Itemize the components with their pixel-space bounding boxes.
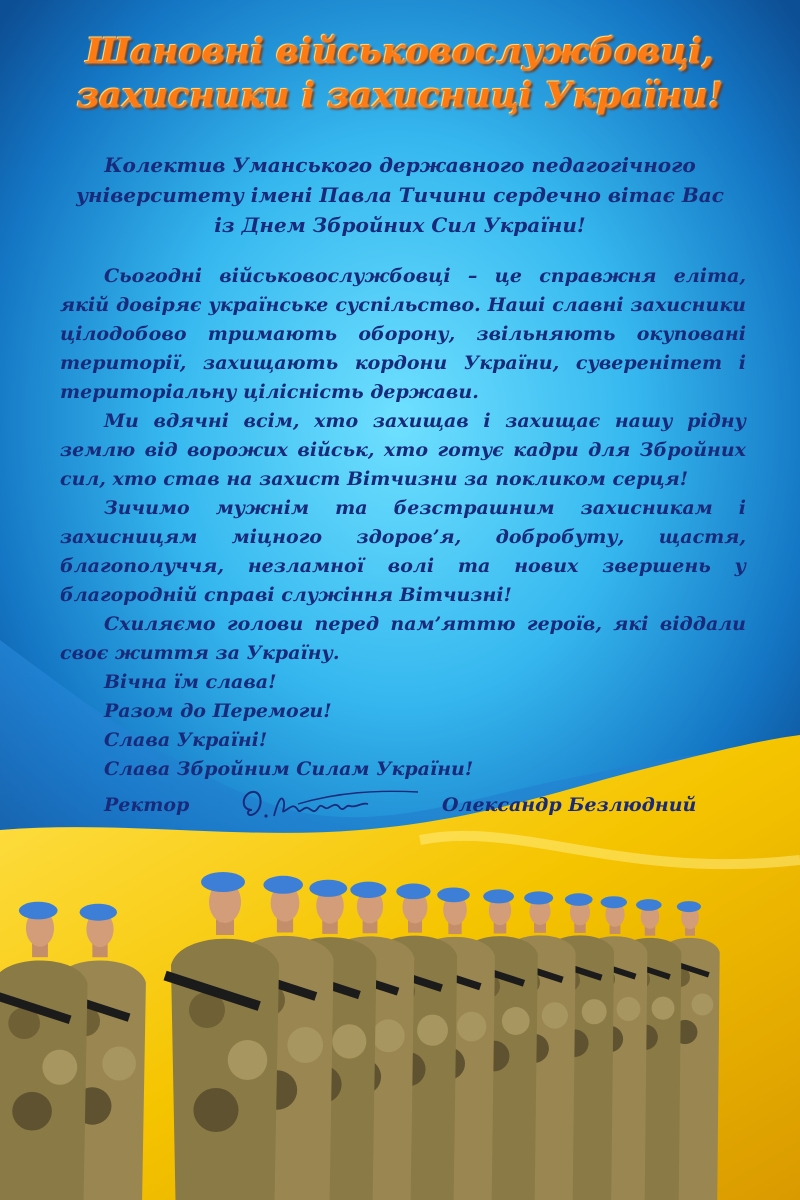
slogan-line: Разом до Перемоги! — [104, 700, 332, 722]
signature-block — [104, 794, 724, 834]
title-line: Шановні військовослужбовці, — [85, 31, 715, 72]
marching-soldiers-image — [0, 850, 800, 1200]
page-title — [0, 30, 800, 118]
title-line: захисники і захисниці України! — [76, 75, 724, 116]
body-paragraph: Зичимо мужнім та безстрашним захисникам і захисницям міцного здоров’я, добробуту, щастя, благополуччя, незламної волі та нових звершень у благородній справі служіння Вітчизні! — [60, 497, 746, 606]
greeting-body — [60, 262, 746, 784]
intro-line: із Днем Збройних Сил України! — [214, 213, 586, 237]
greeting-intro — [40, 150, 760, 240]
body-paragraph: Ми вдячні всім, хто захищав і захищає нашу рідну землю від ворожих військ, хто готує кадри для Збройних сил, хто став на захист Вітчизни за покликом серця! — [60, 410, 746, 490]
signer-name: Олександр Безлюдний — [442, 794, 697, 816]
soldier-figure — [164, 872, 279, 1200]
signer-role: Ректор — [104, 794, 190, 816]
intro-line: університету імені Павла Тичини сердечно вітає Вас — [76, 183, 724, 207]
slogan-line: Вічна їм слава! — [104, 671, 277, 693]
soldier-figure — [0, 902, 88, 1200]
slogan-line: Слава Збройним Силам України! — [104, 758, 474, 780]
intro-line: Колектив Уманського державного педагогічного — [104, 153, 696, 177]
body-paragraph: Сьогодні військовослужбовці – це справжня еліта, якій довіряє українське суспільство. Наші славні захисники цілодобово тримають оборону, звільняють окуповані території, захищають кордони України, суверенітет і територіальну цілісність держави. — [60, 265, 746, 403]
body-paragraph: Схиляємо голови перед пам’яттю героїв, які віддали своє життя за Україну. — [60, 613, 746, 664]
slogan-line: Слава Україні! — [104, 729, 268, 751]
handwritten-signature — [238, 780, 428, 830]
